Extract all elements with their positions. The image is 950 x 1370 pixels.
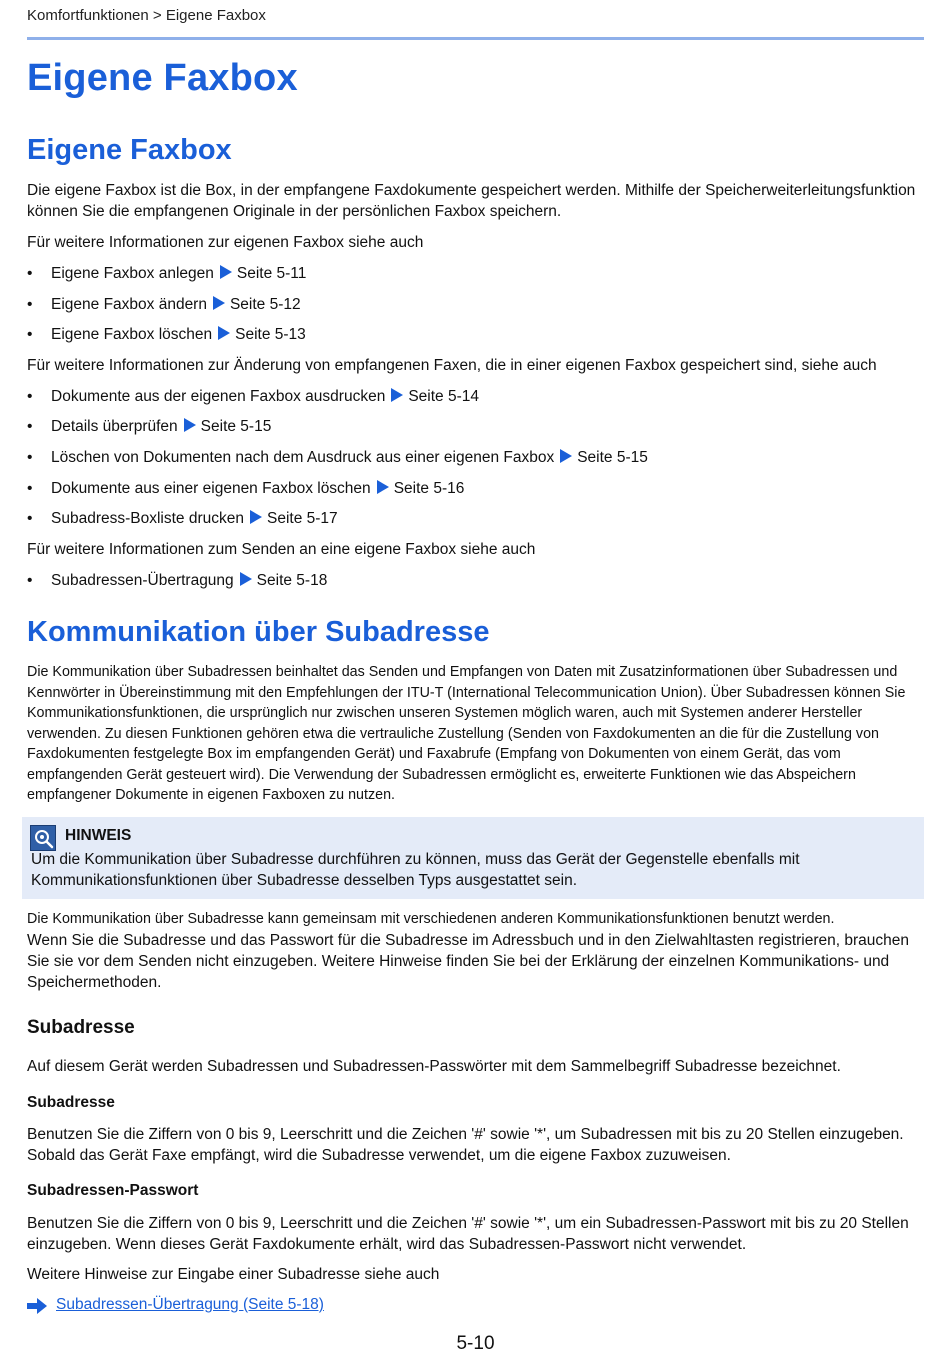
note-text: Um die Kommunikation über Subadresse durchführen zu können, muss das Gerät der Gegenstelle ebenfalls mit Kommunikationsfunktionen über Subadresse desselben Typs ausgestattet sein.	[31, 851, 800, 889]
list-item-label: Dokumente aus einer eigenen Faxbox löschen	[51, 480, 371, 497]
page-ref[interactable]: Seite 5-15	[577, 449, 648, 466]
page-number: 5-10	[456, 1333, 495, 1354]
more-info-text: Für weitere Informationen zur eigenen Faxbox siehe auch	[27, 234, 424, 251]
bullet: •	[27, 510, 33, 527]
list-item-label: Details überprüfen	[51, 418, 178, 435]
note-title: HINWEIS	[65, 827, 132, 844]
section-intro: Die Kommunikation über Subadressen beinhaltet das Senden und Empfangen von Daten mit Zusatzinformationen über Subadressen und Kennwörter in Übereinstimmung mit den Empfehlungen der ITU-T (International Telecommunication Union). Über Subadressen können Sie Kommunikationsfunktionen, die ursprünglich nur zwischen unseren Systemen möglich waren, auch mit Systemen anderer Hersteller verwenden. Zu diesen Funktionen gehören etwa die vertrauliche Zustellung (Senden von Faxdokumenten an die für die Zustellung von Faxdokumenten festgelegte Box im empfangenden Gerät) und Faxabrufe (Empfang von Dokumenten von einem Gerät, das vom empfangenden Gerät gesteuert wird). Die Verwendung der Subadressen ermöglicht es, erweiterte Funktionen wie das Abspeichern empfangener Dokumente in eigenen Faxboxen zu nutzen.	[27, 664, 906, 803]
paragraph: Wenn Sie die Subadresse und das Passwort für die Subadresse im Adressbuch und in den Zielwahltasten registrieren, brauchen Sie sie vor dem Senden nicht einzugeben. Weitere Hinweise finden Sie bei der Erklärung der einzelnen Kommunikations- und Speichermethoden.	[27, 932, 910, 991]
more-info-text: Für weitere Informationen zur Änderung von empfangenen Faxen, die in einer eigenen Faxbox gespeichert sind, siehe auch	[27, 357, 877, 374]
subsection-heading: Subadresse	[27, 1017, 135, 1038]
triangle-right-icon	[218, 326, 230, 340]
page-ref[interactable]: Seite 5-13	[235, 326, 306, 343]
triangle-right-icon	[560, 449, 572, 463]
subsection-intro: Auf diesem Gerät werden Subadressen und Subadressen-Passwörter mit dem Sammelbegriff Subadresse bezeichnet.	[27, 1058, 841, 1075]
section-heading-kommunikation: Kommunikation über Subadresse	[27, 616, 490, 648]
bullet: •	[27, 388, 33, 405]
page-ref[interactable]: Seite 5-17	[267, 510, 338, 527]
header-rule	[27, 37, 924, 40]
bullet: •	[27, 480, 33, 497]
page-ref[interactable]: Seite 5-14	[408, 388, 479, 405]
cross-reference-link[interactable]: Subadressen-Übertragung (Seite 5-18)	[56, 1296, 324, 1313]
triangle-right-icon	[391, 388, 403, 402]
triangle-right-icon	[377, 480, 389, 494]
bullet: •	[27, 449, 33, 466]
list-item-label: Eigene Faxbox löschen	[51, 326, 213, 343]
triangle-right-icon	[184, 418, 196, 432]
page-ref[interactable]: Seite 5-18	[256, 572, 328, 589]
breadcrumb: Komfortfunktionen > Eigene Faxbox	[27, 7, 266, 24]
page-title: Eigene Faxbox	[27, 57, 298, 99]
bullet: •	[27, 296, 33, 313]
triangle-right-icon	[250, 510, 262, 524]
note-box	[22, 817, 924, 899]
triangle-right-icon	[213, 296, 225, 310]
page-ref[interactable]: Seite 5-15	[200, 418, 272, 435]
section-heading-eigene-faxbox: Eigene Faxbox	[27, 134, 232, 166]
page-ref[interactable]: Seite 5-12	[229, 296, 301, 313]
list-item-label: Löschen von Dokumenten nach dem Ausdruck aus einer eigenen Faxbox	[51, 449, 555, 466]
arrow-right-icon	[27, 1298, 47, 1319]
triangle-right-icon	[240, 572, 252, 586]
sub-heading-passwort: Subadressen-Passwort	[27, 1182, 199, 1199]
list-item-label: Dokumente aus der eigenen Faxbox ausdrucken	[51, 388, 386, 405]
page-ref[interactable]: Seite 5-11	[236, 265, 307, 282]
bullet: •	[27, 418, 33, 435]
section-intro: Die eigene Faxbox ist die Box, in der empfangene Faxdokumente gespeichert werden. Mithilfe der Speicherweiterleitungsfunktion können Sie die empfangenen Originale in der persönlichen Faxbox speichern.	[27, 182, 916, 220]
list-item-label: Subadressen-Übertragung	[51, 572, 234, 589]
list-item-label: Eigene Faxbox ändern	[51, 296, 207, 313]
note-icon	[30, 825, 56, 851]
paragraph-line: Die Kommunikation über Subadresse kann gemeinsam mit verschiedenen anderen Kommunikationsfunktionen benutzt werden.	[27, 911, 835, 927]
bullet: •	[27, 265, 33, 282]
more-info-text: Weitere Hinweise zur Eingabe einer Subadresse siehe auch	[27, 1266, 440, 1283]
more-info-text: Für weitere Informationen zum Senden an eine eigene Faxbox siehe auch	[27, 541, 536, 558]
list-item-label: Subadress-Boxliste drucken	[51, 510, 244, 527]
triangle-right-icon	[220, 265, 232, 279]
sub-text-passwort: Benutzen Sie die Ziffern von 0 bis 9, Leerschritt und die Zeichen '#' sowie '*', um ein Subadressen-Passwort mit bis zu 20 Stellen einzugeben. Wenn dieses Gerät Faxdokumente erhält, wird das Subadressen-Passwort nicht verwendet.	[27, 1215, 909, 1253]
sub-heading-subadresse: Subadresse	[27, 1094, 115, 1111]
list-item-label: Eigene Faxbox anlegen	[51, 265, 214, 282]
sub-text-subadresse: Benutzen Sie die Ziffern von 0 bis 9, Leerschritt und die Zeichen '#' sowie '*', um Subadressen mit bis zu 20 Stellen einzugeben. Sobald das Gerät Faxe empfängt, wird die Subadresse verwendet, um die eigene Faxbox zuzuweisen.	[27, 1126, 904, 1164]
bullet: •	[27, 572, 33, 589]
bullet: •	[27, 326, 33, 343]
page-ref[interactable]: Seite 5-16	[393, 480, 465, 497]
